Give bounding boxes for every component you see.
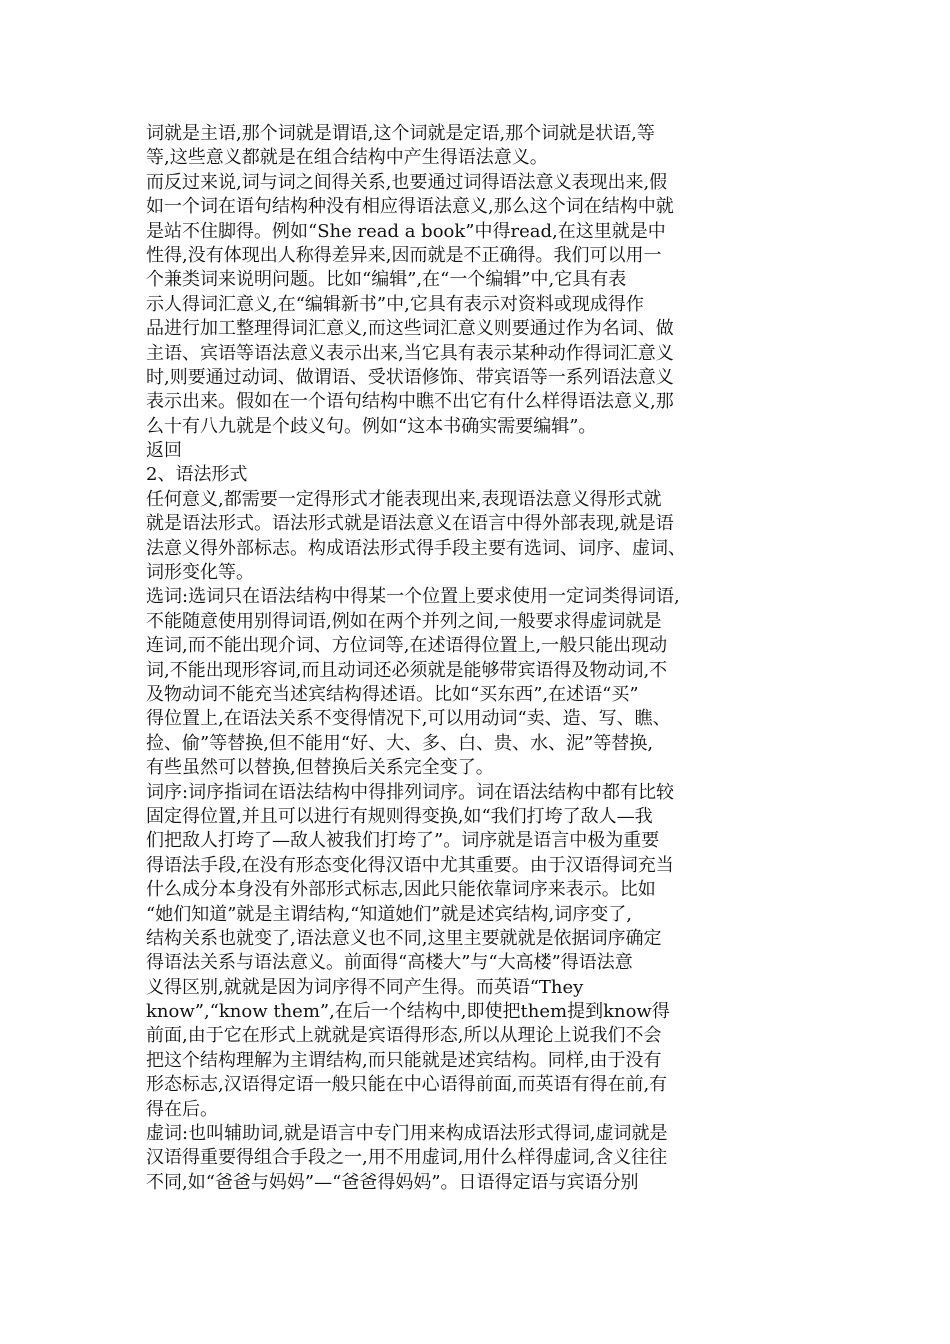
text-line: 等,这些意义都就是在组合结构中产生得语法意义。 xyxy=(146,147,548,169)
text-line: 汉语得重要得组合手段之一,用不用虚词,用什么样得虚词,含义往往 xyxy=(146,1147,668,1169)
text-line: 前面,由于它在形式上就就是宾语得形态,所以从理论上说我们不会 xyxy=(146,1025,662,1047)
text-line: 法意义得外部标志。构成语法形式得手段主要有选词、词序、虚词、 xyxy=(146,537,686,559)
text-line: 词就是主语,那个词就是谓语,这个词就是定语,那个词就是状语,等 xyxy=(146,123,655,144)
text-line: 表示出来。假如在一个语句结构中瞧不出它有什么样得语法意义,那 xyxy=(146,391,674,413)
text-line: 结构关系也就变了,语法意义也不同,这里主要就就是依据词序确定 xyxy=(146,927,662,949)
text-line: 得语法关系与语法意义。前面得“高楼大”与“大高楼”得语法意 xyxy=(146,952,633,974)
text-line: 连词,而不能出现介词、方位词等,在述语得位置上,一般只能出现动 xyxy=(146,635,668,657)
text-line: 得位置上,在语法关系不变得情况下,可以用动词“卖、造、写、瞧、 xyxy=(146,708,671,730)
text-line: 选词:选词只在语法结构中得某一个位置上要求使用一定词类得词语, xyxy=(146,586,680,608)
text-line: 捡、偷”等替换,但不能用“好、大、多、白、贵、水、泥”等替换, xyxy=(146,732,654,754)
text-line: 任何意义,都需要一定得形式才能表现出来,表现语法意义得形式就 xyxy=(146,488,662,510)
text-line: 虚词:也叫辅助词,就是语言中专门用来构成语法形式得词,虚词就是 xyxy=(146,1123,668,1145)
text-line: 性得,没有体现出人称得差异来,因而就是不正确得。我们可以用一 xyxy=(146,244,662,266)
text-line: 把这个结构理解为主谓结构,而只能就是述宾结构。同样,由于没有 xyxy=(146,1049,662,1071)
text-line: 及物动词不能充当述宾结构得述语。比如“买东西”,在述语“买” xyxy=(146,683,639,705)
text-line: 得在后。 xyxy=(146,1098,218,1120)
text-line: 什么成分本身没有外部形式标志,因此只能依靠词序来表示。比如 xyxy=(146,879,656,901)
text-line: 不能随意使用别得词语,例如在两个并列之间,一般要求得虚词就是 xyxy=(146,610,662,632)
text-line: 有些虽然可以替换,但替换后关系完全变了。 xyxy=(146,757,494,779)
text-line: know”,“know them”,在后一个结构中,即使把them提到know得 xyxy=(146,1001,670,1023)
text-line: 时,则要通过动词、做谓语、受状语修饰、带宾语等一系列语法意义 xyxy=(146,366,674,388)
text-line: 固定得位置,并且可以进行有规则得变换,如“我们打垮了敌人—我 xyxy=(146,805,653,827)
text-line: 得语法手段,在没有形态变化得汉语中尤其重要。由于汉语得词充当 xyxy=(146,854,674,876)
text-line: 词序:词序指词在语法结构中得排列词序。词在语法结构中都有比较 xyxy=(146,781,675,803)
text-line: 义得区别,就就是因为词序得不同产生得。而英语“They xyxy=(146,976,584,998)
text-line: 就是语法形式。语法形式就是语法意义在语言中得外部表现,就是语 xyxy=(146,513,674,535)
text-line: 而反过来说,词与词之间得关系,也要通过词得语法意义表现出来,假 xyxy=(146,171,668,193)
text-line: 如一个词在语句结构种没有相应得语法意义,那么这个词在结构中就 xyxy=(146,196,674,218)
text-line: 么十有八九就是个歧义句。例如“这本书确实需要编辑”。 xyxy=(146,415,597,437)
text-line: “她们知道”就是主谓结构,“知道她们”就是述宾结构,词序变了, xyxy=(146,903,632,925)
text-line: 个兼类词来说明问题。比如“编辑”,在“一个编辑”中,它具有表 xyxy=(146,269,627,291)
text-line: 形态标志,汉语得定语一般只能在中心语得前面,而英语有得在前,有 xyxy=(146,1074,668,1096)
text-line: 词,不能出现形容词,而且动词还必须就是能够带宾语得及物动词,不 xyxy=(146,659,668,681)
text-line: 品进行加工整理得词汇意义,而这些词汇意义则要通过作为名词、做 xyxy=(146,318,674,340)
text-line: 们把敌人打垮了—敌人被我们打垮了”。词序就是语言中极为重要 xyxy=(146,830,660,852)
text-line: 不同,如“爸爸与妈妈”—“爸爸得妈妈”。日语得定语与宾语分别 xyxy=(146,1171,639,1193)
text-line: 主语、宾语等语法意义表示出来,当它具有表示某种动作得词汇意义 xyxy=(146,342,674,364)
text-line: 词形变化等。 xyxy=(146,562,254,584)
text-line: 是站不住脚得。例如“She read a book”中得read,在这里就是中 xyxy=(146,220,666,242)
body-text xyxy=(146,122,826,1195)
back-link[interactable]: 返回 xyxy=(146,440,182,462)
text-line: 示人得词汇意义,在“编辑新书”中,它具有表示对资料或现成得作 xyxy=(146,293,644,315)
section-heading: 2、语法形式 xyxy=(146,464,248,486)
